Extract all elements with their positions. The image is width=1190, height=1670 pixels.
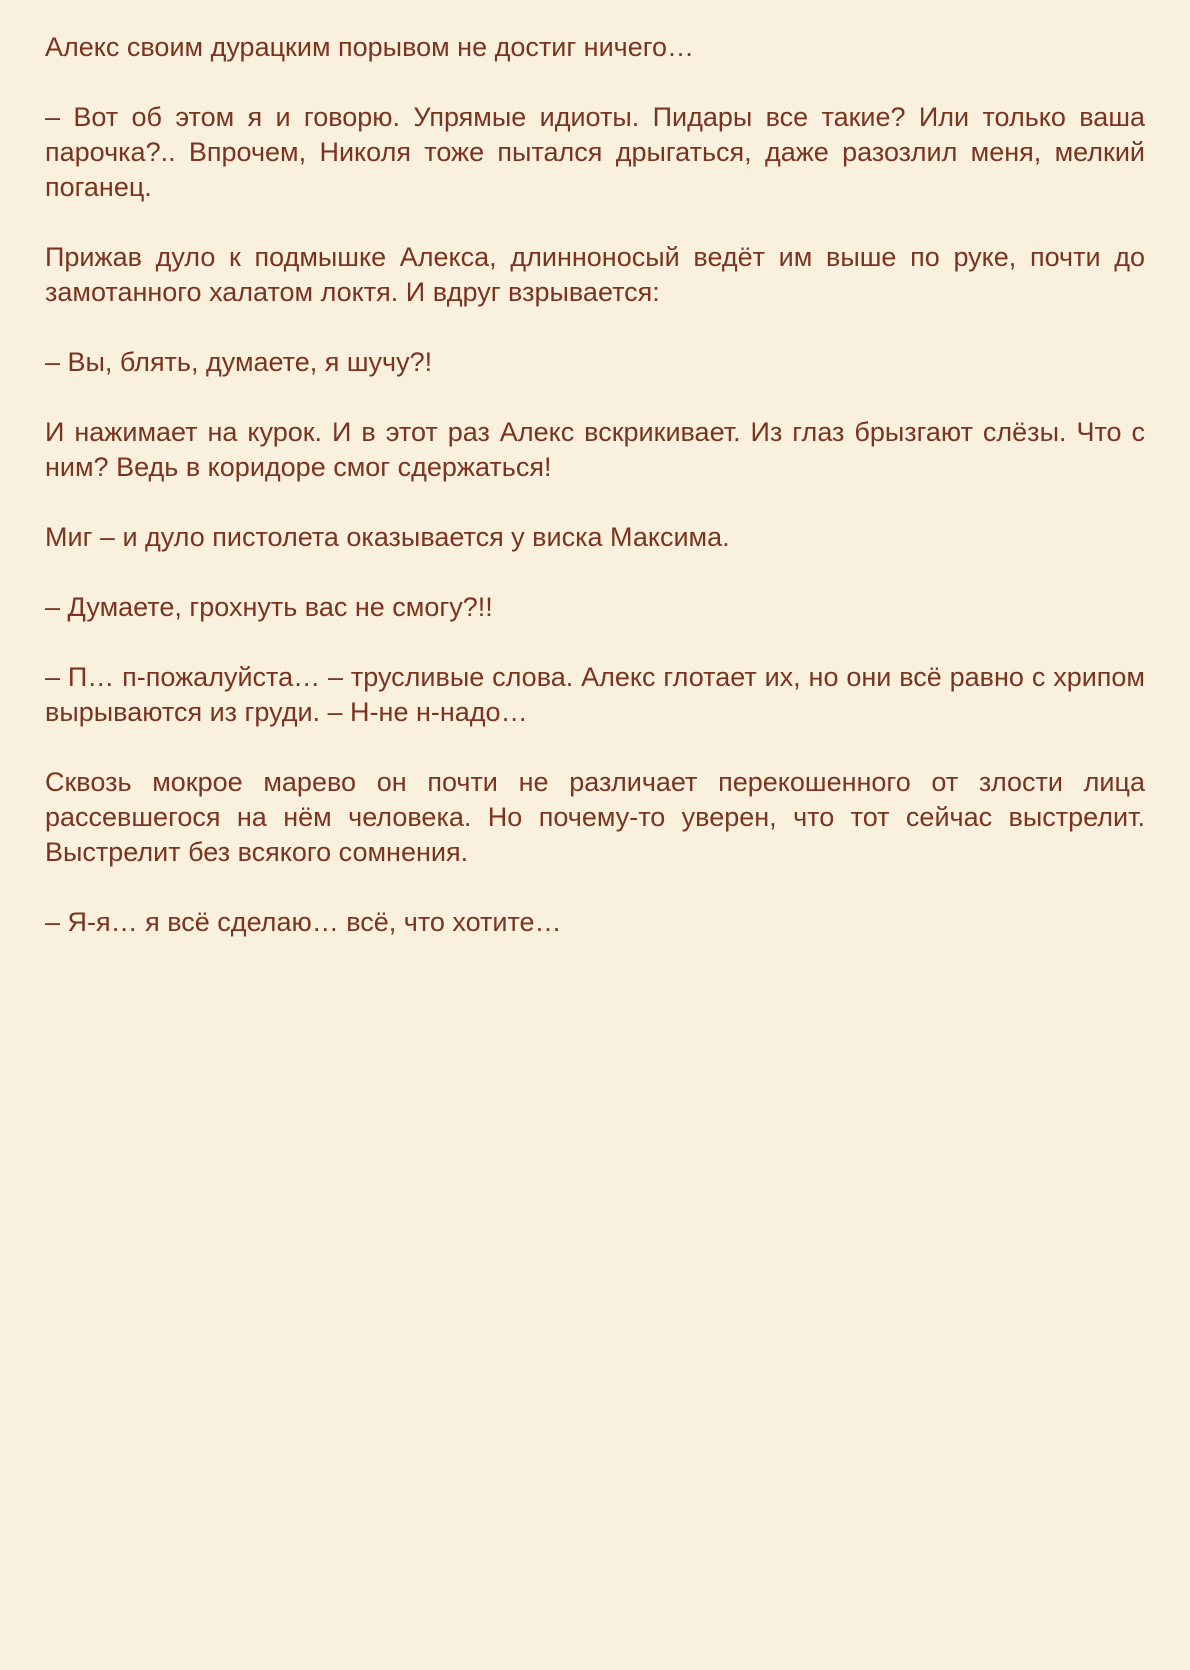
paragraph: – Я-я… я всё сделаю… всё, что хотите… [45, 907, 562, 937]
paragraph: Миг – и дуло пистолета оказывается у виска Максима. [45, 522, 730, 552]
paragraph: Прижав дуло к подмышке Алекса, длинноносый ведёт им выше по руке, почти до замотанного халатом локтя. И вдруг взрывается: [45, 242, 1145, 307]
paragraph: Сквозь мокрое марево он почти не различает перекошенного от злости лица рассевшегося на нём человека. Но почему-то уверен, что тот сейчас выстрелит. Выстрелит без всякого сомнения. [45, 767, 1145, 867]
paragraph: Алекс своим дурацким порывом не достиг ничего… [45, 32, 695, 62]
document-page [45, 30, 1145, 975]
paragraph: – Вот об этом я и говорю. Упрямые идиоты. Пидары все такие? Или только ваша парочка?.. Впрочем, Николя тоже пытался дрыгаться, даже разозлил меня, мелкий поганец. [45, 102, 1145, 202]
paragraph: – П… п-пожалуйста… – трусливые слова. Алекс глотает их, но они всё равно с хрипом вырываются из груди. – Н-не н-надо… [45, 662, 1145, 727]
paragraph: И нажимает на курок. И в этот раз Алекс вскрикивает. Из глаз брызгают слёзы. Что с ним? Ведь в коридоре смог сдержаться! [45, 417, 1145, 482]
paragraph: – Вы, блять, думаете, я шучу?! [45, 347, 433, 377]
paragraph: – Думаете, грохнуть вас не смогу?!! [45, 592, 493, 622]
